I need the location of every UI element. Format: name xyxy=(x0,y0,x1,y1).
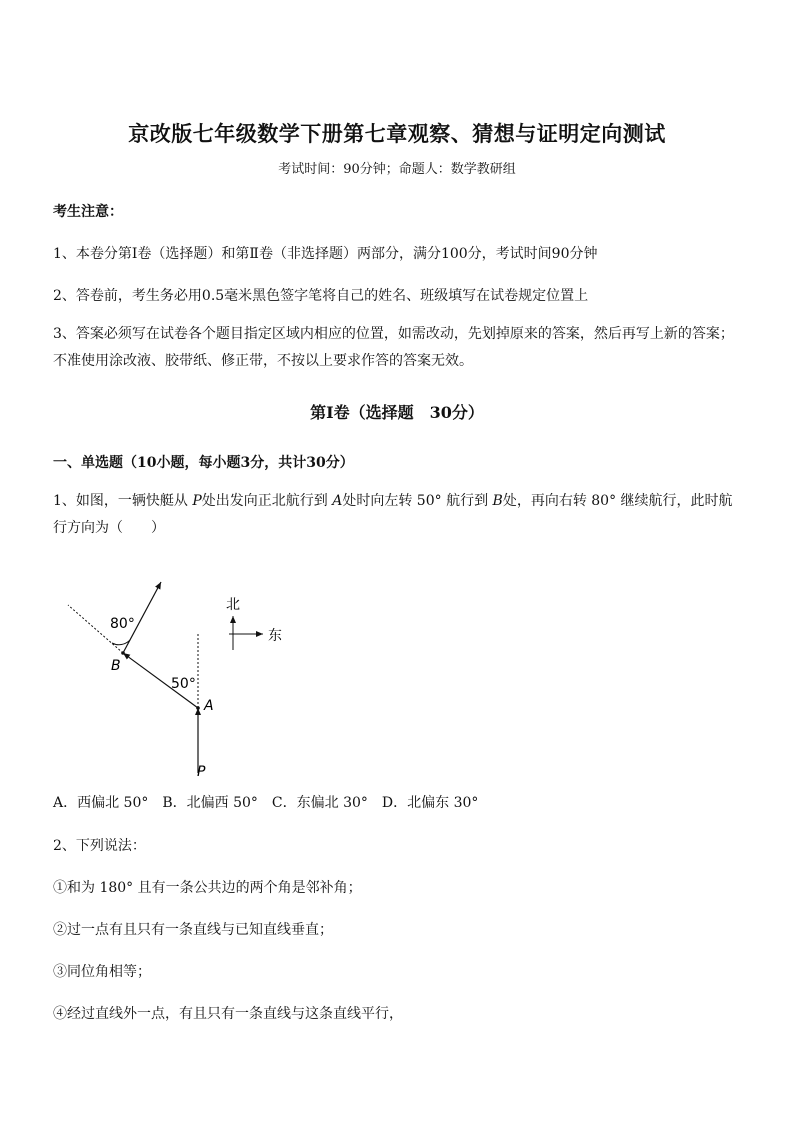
part-heading: 一、单选题（10小题，每小题3分，共计30分） xyxy=(53,455,354,471)
q1-text-a: 1、如图，一辆快艇从 xyxy=(53,493,193,509)
angle-label-50: 50° xyxy=(171,676,196,692)
notice-item-2: 2、答卷前，考生务必用0.5毫米黑色签字笔将自己的姓名、班级填写在试卷规定位置上 xyxy=(53,288,589,304)
point-a xyxy=(196,706,200,710)
label-p: P xyxy=(197,764,206,780)
q1-var-p: P xyxy=(192,493,202,509)
q2-statement-3: ③同位角相等； xyxy=(53,964,151,980)
q1-var-a: A xyxy=(332,493,343,509)
question-1-text xyxy=(53,488,743,542)
label-a: A xyxy=(204,698,214,714)
notice-item-1: 1、本卷分第Ⅰ卷（选择题）和第Ⅱ卷（非选择题）两部分，满分100分，考试时间90分钟 xyxy=(53,246,598,262)
question-2-text: 2、下列说法： xyxy=(53,838,146,854)
exam-info: 考试时间：90分钟；命题人：数学教研组 xyxy=(278,162,516,177)
question-1-figure xyxy=(53,570,313,782)
q1-text-d: 处，再向右转 80° 继续航行，此时航行方向为（ ） xyxy=(53,493,733,536)
page-title: 京改版七年级数学下册第七章观察、猜想与证明定向测试 xyxy=(128,121,666,146)
q2-statement-4: ④经过直线外一点，有且只有一条直线与这条直线平行， xyxy=(53,1006,403,1022)
q2-statement-2: ②过一点有且只有一条直线与已知直线垂直； xyxy=(53,922,333,938)
angle-label-80: 80° xyxy=(110,616,135,632)
q1-text-c: 处时向左转 50° 航行到 xyxy=(342,493,493,509)
q1-var-b: B xyxy=(492,493,503,509)
question-1-options: A．西偏北 50° B．北偏西 50° C．东偏北 30° D．北偏东 30° xyxy=(53,795,479,811)
notice-heading: 考生注意： xyxy=(53,204,123,220)
north-label: 北 xyxy=(226,597,240,613)
notice-item-3: 3、答案必须写在试卷各个题目指定区域内相应的位置，如需改动，先划掉原来的答案，然后再写上新的答案；不准使用涂改液、胶带纸、修正带，不按以上要求作答的答案无效。 xyxy=(53,326,734,369)
q1-text-b: 处出发向正北航行到 xyxy=(201,493,333,509)
east-label: 东 xyxy=(268,628,282,644)
section-title: 第Ⅰ卷（选择题 30分） xyxy=(310,403,484,422)
point-b xyxy=(121,651,125,655)
label-b: B xyxy=(111,658,121,674)
q2-statement-1: ①和为 180° 且有一条公共边的两个角是邻补角； xyxy=(53,880,362,896)
